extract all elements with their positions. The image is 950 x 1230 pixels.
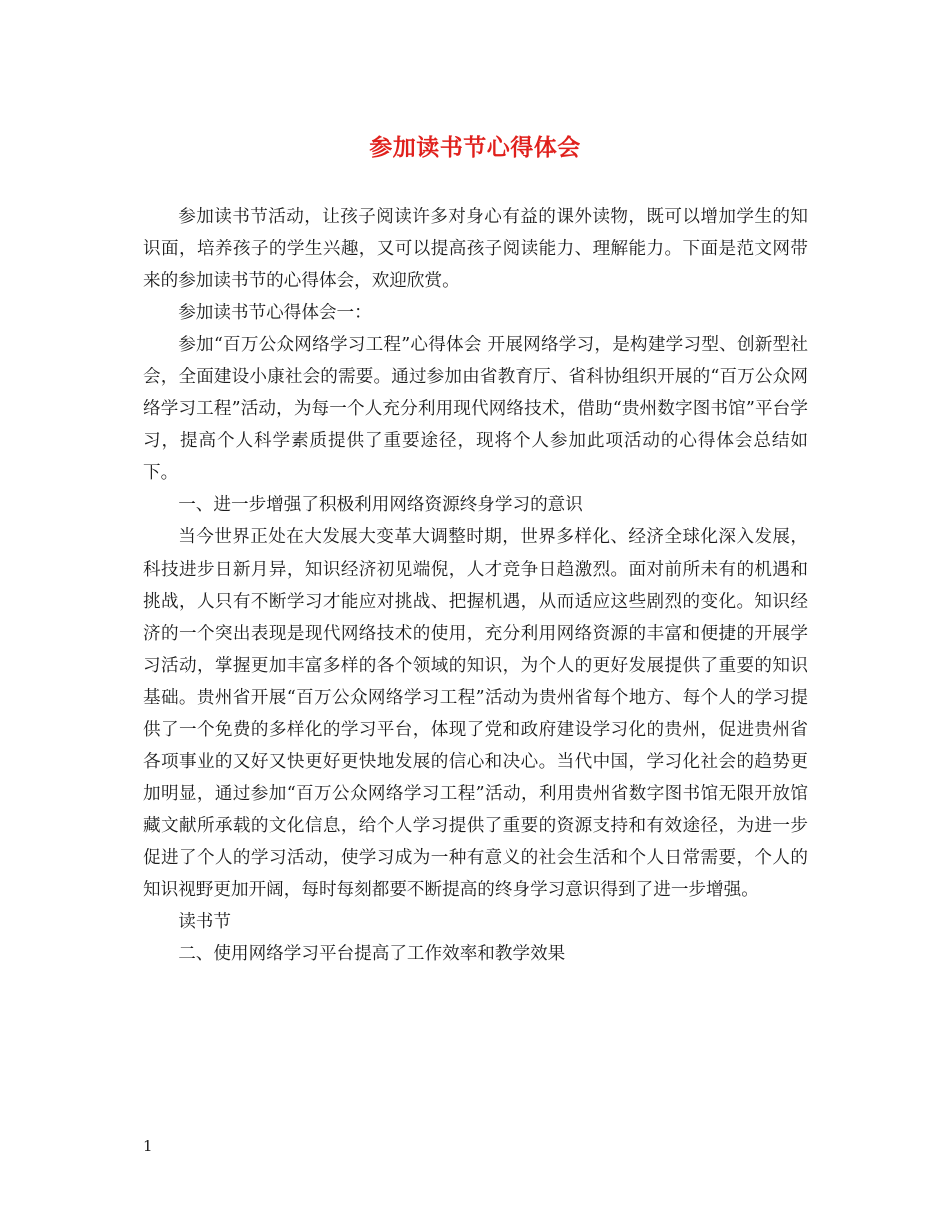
page-number: 1 (143, 1137, 153, 1155)
section-heading: 一、进一步增强了积极利用网络资源终身学习的意识 (178, 495, 583, 516)
section-heading-part-one: 参加读书节心得体会一： (178, 303, 372, 324)
body-paragraph: 参加“百万公众网络学习工程”心得体会 开展网络学习，是构建学习型、创新型社会，全面建设小康社会的需要。通过参加由省教育厅、省科协组织开展的“百万公众网络学习工程”活动，为每一个人充分利用现代网络技术，借助“贵州数字图书馆”平台学习，提高个人科学素质提供了重要途径，现将个人参加此项活动的心得体会总结如下。 (143, 335, 808, 484)
document-body (143, 201, 808, 970)
section-label: 读书节 (178, 912, 231, 933)
intro-paragraph: 参加读书节活动，让孩子阅读许多对身心有益的课外读物，既可以增加学生的知识面，培养孩子的学生兴趣，又可以提高孩子阅读能力、理解能力。下面是范文网带来的参加读书节的心得体会，欢迎欣赏。 (143, 207, 808, 292)
section-heading: 二、使用网络学习平台提高了工作效率和教学效果 (178, 944, 566, 965)
document-title: 参加读书节心得体会 (369, 134, 581, 161)
body-paragraph: 当今世界正处在大发展大变革大调整时期，世界多样化、经济全球化深入发展，科技进步日新月异，知识经济初见端倪，人才竞争日趋激烈。面对前所未有的机遇和挑战，人只有不断学习才能应对挑战、把握机遇，从而适应这些剧烈的变化。知识经济的一个突出表现是现代网络技术的使用，充分利用网络资源的丰富和便捷的开展学习活动，掌握更加丰富多样的各个领域的知识，为个人的更好发展提供了重要的知识基础。贵州省开展“百万公众网络学习工程”活动为贵州省每个地方、每个人的学习提供了一个免费的多样化的学习平台，体现了党和政府建设学习化的贵州，促进贵州省各项事业的又好又快更好更快地发展的信心和决心。当代中国，学习化社会的趋势更加明显，通过参加“百万公众网络学习工程”活动，利用贵州省数字图书馆无限开放馆藏文献所承载的文化信息，给个人学习提供了重要的资源支持和有效途径，为进一步促进了个人的学习活动，使学习成为一种有意义的社会生活和个人日常需要，个人的知识视野更加开阔，每时每刻都要不断提高的终身学习意识得到了进一步增强。 (143, 527, 808, 900)
